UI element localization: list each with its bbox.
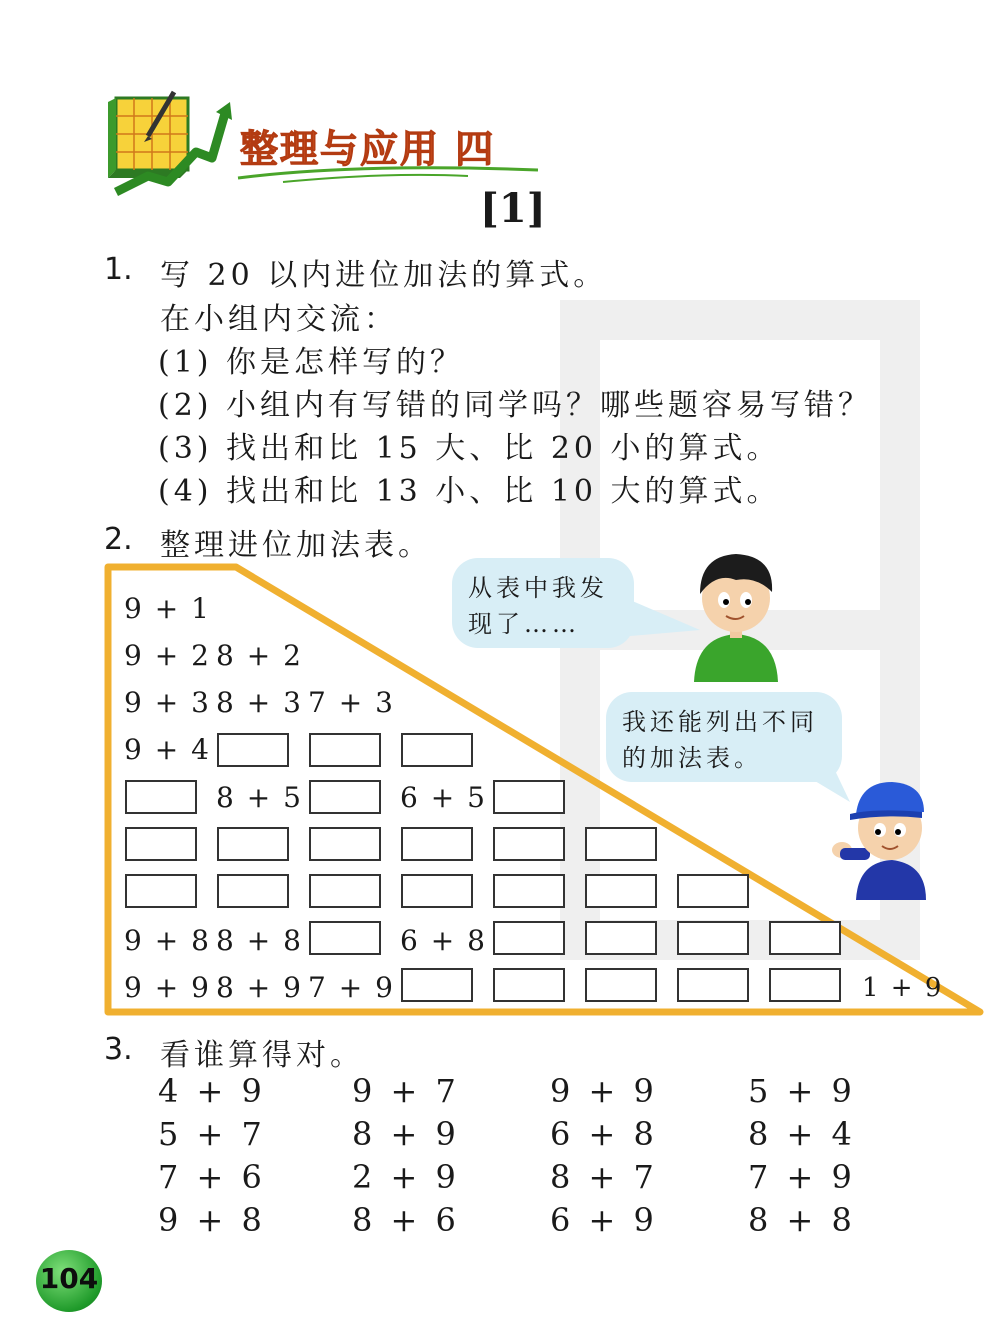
answer-box[interactable] — [493, 780, 565, 814]
answer-box[interactable] — [309, 733, 381, 767]
table-cell: 8 + 8 — [216, 924, 303, 957]
q3-text: 看谁算得对。 — [160, 1038, 364, 1073]
q3-expr: 6 + 8 — [550, 1115, 658, 1153]
table-cell: 9 + 9 — [124, 971, 211, 1004]
answer-box[interactable] — [217, 733, 289, 767]
q3-expr: 4 + 9 — [158, 1072, 266, 1110]
answer-box[interactable] — [125, 874, 197, 908]
answer-box[interactable] — [677, 921, 749, 955]
q3-expr: 7 + 9 — [748, 1158, 856, 1196]
answer-box[interactable] — [769, 968, 841, 1002]
q3-expr: 9 + 7 — [352, 1072, 460, 1110]
q3-expr: 8 + 8 — [748, 1201, 856, 1239]
q1-line-1: 写 20 以内进位加法的算式。 — [160, 258, 608, 293]
answer-box[interactable] — [493, 968, 565, 1002]
q3-expr: 5 + 7 — [158, 1115, 266, 1153]
q3-expr: 9 + 8 — [158, 1201, 266, 1239]
table-cell: 6 + 5 — [400, 781, 487, 814]
q3-expr: 8 + 6 — [352, 1201, 460, 1239]
table-cell: 6 + 8 — [400, 924, 487, 957]
q3-expr: 9 + 9 — [550, 1072, 658, 1110]
answer-box[interactable] — [309, 780, 381, 814]
q2-text: 整理进位加法表。 — [160, 528, 432, 563]
answer-box[interactable] — [125, 780, 197, 814]
q3-expr: 7 + 6 — [158, 1158, 266, 1196]
answer-box[interactable] — [217, 874, 289, 908]
answer-box[interactable] — [217, 827, 289, 861]
q3-expr: 8 + 4 — [748, 1115, 856, 1153]
q3-expr: 2 + 9 — [352, 1158, 460, 1196]
q1-line-3: (1) 你是怎样写的？ — [158, 345, 465, 380]
q1-line-2: 在小组内交流： — [160, 302, 398, 337]
answer-box[interactable] — [585, 874, 657, 908]
speech-bubble-discovery: 从表中我发现了…… — [452, 558, 634, 648]
speech-bubble-tables: 我还能列出不同的加法表。 — [606, 692, 842, 782]
answer-box[interactable] — [677, 874, 749, 908]
q3-expr: 5 + 9 — [748, 1072, 856, 1110]
answer-box[interactable] — [585, 827, 657, 861]
q1-line-6: (4) 找出和比 13 小、比 10 大的算式。 — [158, 474, 781, 509]
table-cell: 7 + 9 — [308, 971, 395, 1004]
q3-expr: 8 + 9 — [352, 1115, 460, 1153]
question-2-number: 2. — [104, 522, 133, 557]
question-1-number: 1. — [104, 252, 133, 287]
table-cell: 9 + 8 — [124, 924, 211, 957]
table-cell: 9 + 2 — [124, 639, 211, 672]
table-cell: 8 + 2 — [216, 639, 303, 672]
answer-box[interactable] — [585, 921, 657, 955]
q1-line-5: (3) 找出和比 15 大、比 20 小的算式。 — [158, 431, 781, 466]
table-cell: 9 + 3 — [124, 686, 211, 719]
section-title: 整理与应用 四 — [240, 127, 496, 171]
table-cell: 8 + 3 — [216, 686, 303, 719]
boy-character-icon — [686, 542, 786, 682]
answer-box[interactable] — [769, 921, 841, 955]
answer-box[interactable] — [493, 921, 565, 955]
answer-box[interactable] — [585, 968, 657, 1002]
answer-box[interactable] — [401, 733, 473, 767]
lesson-number: [1] — [480, 185, 546, 232]
answer-box[interactable] — [401, 874, 473, 908]
answer-box[interactable] — [493, 874, 565, 908]
answer-box[interactable] — [125, 827, 197, 861]
table-cell: 9 + 1 — [124, 592, 211, 625]
answer-box[interactable] — [677, 968, 749, 1002]
answer-box[interactable] — [493, 827, 565, 861]
table-cell: 8 + 9 — [216, 971, 303, 1004]
table-cell: 9 + 4 — [124, 733, 211, 766]
table-cell: 7 + 3 — [308, 686, 395, 719]
answer-box[interactable] — [309, 874, 381, 908]
q3-expr: 8 + 7 — [550, 1158, 658, 1196]
answer-box[interactable] — [401, 827, 473, 861]
page-number: 104 — [39, 1262, 99, 1295]
question-3-number: 3. — [104, 1032, 133, 1067]
cap-boy-character-icon — [826, 770, 936, 900]
answer-box[interactable] — [309, 827, 381, 861]
answer-box[interactable] — [309, 921, 381, 955]
answer-box[interactable] — [401, 968, 473, 1002]
table-cell: 1 + 9 — [862, 973, 944, 1003]
table-cell: 8 + 5 — [216, 781, 303, 814]
q1-line-4: (2) 小组内有写错的同学吗？哪些题容易写错？ — [158, 388, 873, 423]
q3-expr: 6 + 9 — [550, 1201, 658, 1239]
